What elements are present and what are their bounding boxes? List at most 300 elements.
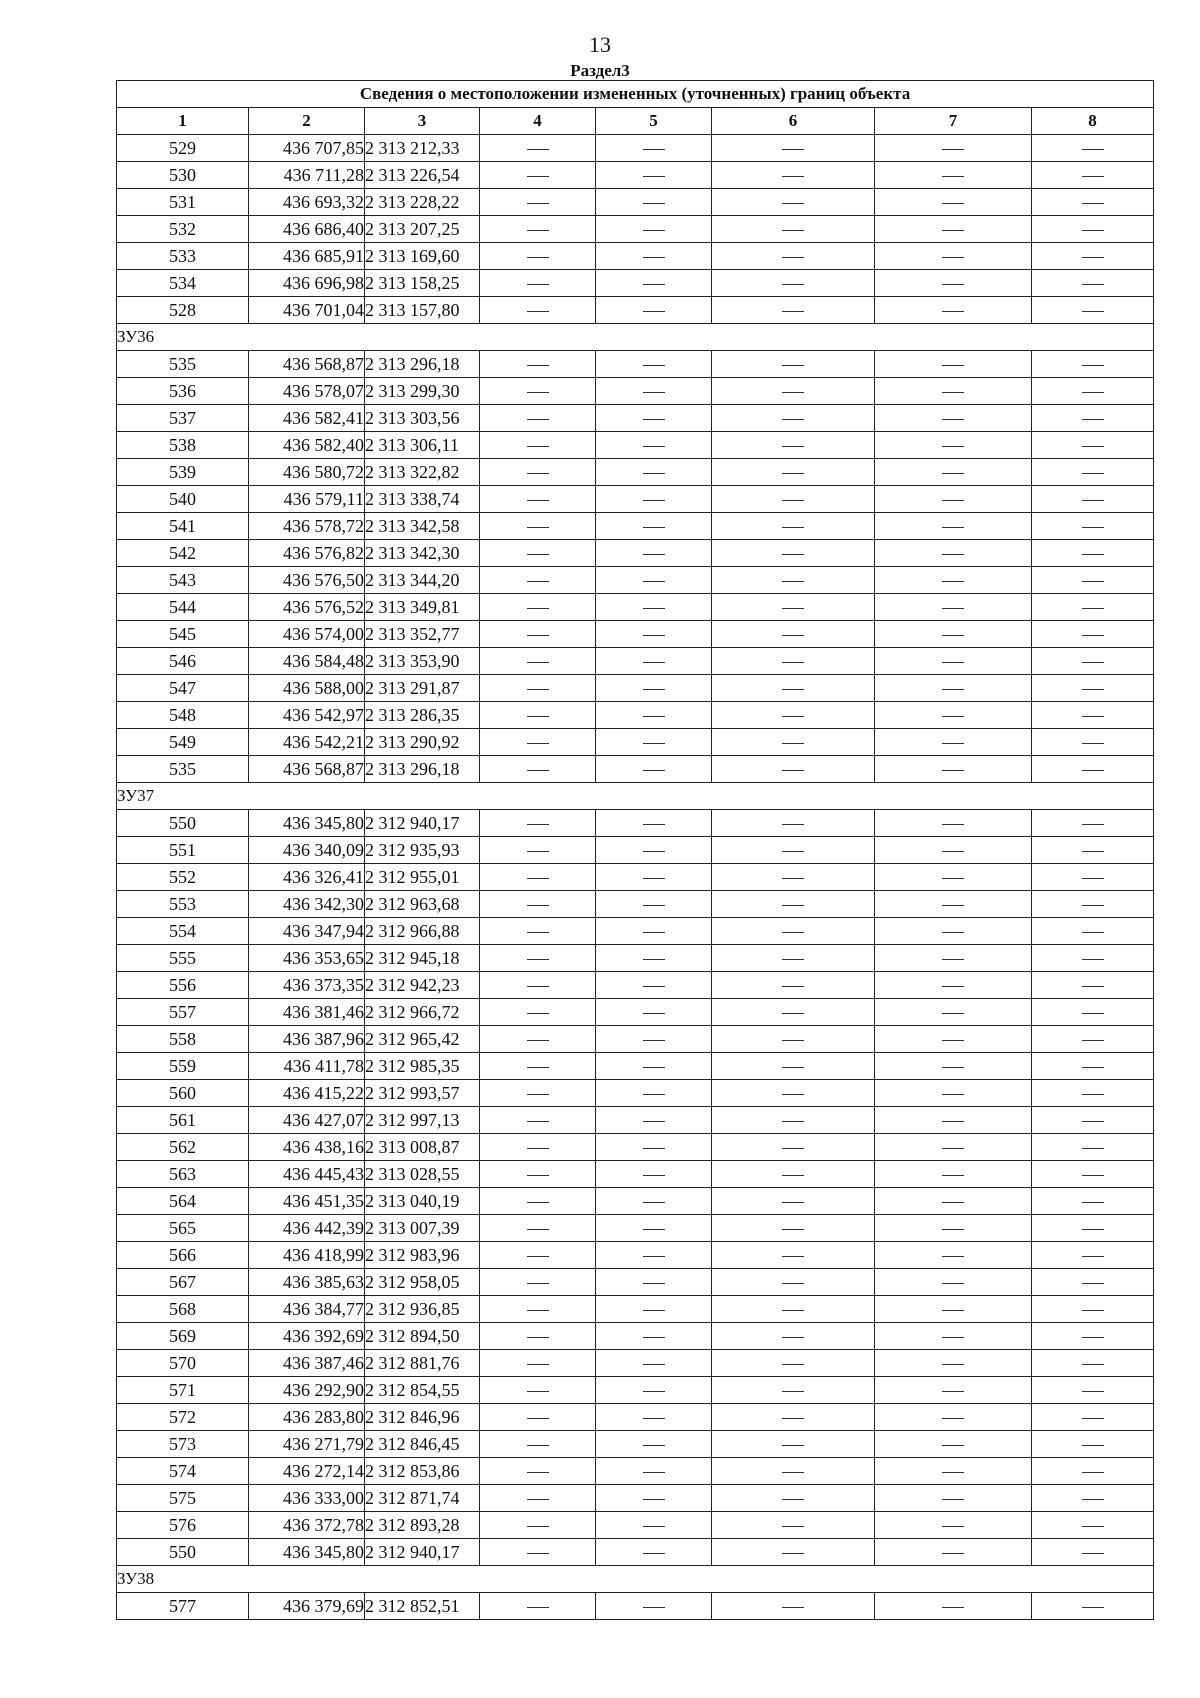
empty-value-cell (712, 162, 875, 189)
table-row (117, 1431, 1154, 1458)
empty-dash (942, 1013, 964, 1014)
point-number-cell: 547 (117, 675, 249, 702)
empty-dash (1082, 581, 1104, 582)
empty-value-cell (480, 918, 596, 945)
column-header: 5 (596, 108, 712, 135)
empty-dash (643, 1472, 665, 1473)
empty-dash (942, 311, 964, 312)
y-coordinate-cell: 2 312 955,01 (365, 864, 480, 891)
point-number-cell: 554 (117, 918, 249, 945)
y-coordinate-cell: 2 313 299,30 (365, 378, 480, 405)
empty-dash (1082, 257, 1104, 258)
empty-value-cell (596, 162, 712, 189)
x-coordinate-cell: 436 568,87 (249, 351, 365, 378)
x-coordinate-cell: 436 451,35 (249, 1188, 365, 1215)
empty-dash (942, 635, 964, 636)
empty-value-cell (1032, 594, 1154, 621)
empty-value-cell (875, 1431, 1032, 1458)
empty-dash (1082, 716, 1104, 717)
empty-value-cell (712, 729, 875, 756)
table-row (117, 1458, 1154, 1485)
empty-dash (782, 284, 804, 285)
column-header: 3 (365, 108, 480, 135)
coordinates-table (116, 80, 1154, 1620)
empty-dash (527, 419, 549, 420)
empty-value-cell (596, 216, 712, 243)
empty-dash (643, 581, 665, 582)
empty-value-cell (875, 405, 1032, 432)
empty-value-cell (875, 162, 1032, 189)
empty-value-cell (596, 702, 712, 729)
empty-value-cell (1032, 945, 1154, 972)
y-coordinate-cell: 2 313 342,30 (365, 540, 480, 567)
empty-dash (643, 149, 665, 150)
empty-value-cell (712, 1296, 875, 1323)
empty-value-cell (480, 1350, 596, 1377)
empty-dash (782, 311, 804, 312)
empty-dash (782, 203, 804, 204)
empty-dash (782, 689, 804, 690)
table-row (117, 1269, 1154, 1296)
empty-value-cell (875, 1539, 1032, 1566)
point-number-cell: 548 (117, 702, 249, 729)
point-number-cell: 563 (117, 1161, 249, 1188)
page-number: 13 (589, 32, 611, 57)
empty-value-cell (1032, 270, 1154, 297)
empty-dash (643, 743, 665, 744)
empty-dash (782, 1553, 804, 1554)
y-coordinate-cell: 2 313 212,33 (365, 135, 480, 162)
empty-value-cell (1032, 1377, 1154, 1404)
empty-value-cell (480, 1512, 596, 1539)
empty-dash (643, 1391, 665, 1392)
point-number-cell: 536 (117, 378, 249, 405)
empty-dash (643, 1256, 665, 1257)
point-number-cell: 531 (117, 189, 249, 216)
x-coordinate-cell: 436 381,46 (249, 999, 365, 1026)
empty-value-cell (480, 351, 596, 378)
empty-dash (527, 1148, 549, 1149)
table-row (117, 540, 1154, 567)
empty-value-cell (712, 1242, 875, 1269)
table-row (117, 1134, 1154, 1161)
table-row (117, 972, 1154, 999)
empty-value-cell (1032, 1188, 1154, 1215)
empty-dash (942, 1283, 964, 1284)
empty-value-cell (480, 405, 596, 432)
y-coordinate-cell: 2 313 157,80 (365, 297, 480, 324)
y-coordinate-cell: 2 313 007,39 (365, 1215, 480, 1242)
empty-value-cell (480, 540, 596, 567)
point-number-cell: 532 (117, 216, 249, 243)
empty-dash (1082, 1526, 1104, 1527)
empty-dash (782, 176, 804, 177)
empty-dash (942, 419, 964, 420)
empty-dash (1082, 959, 1104, 960)
empty-dash (942, 851, 964, 852)
empty-value-cell (596, 675, 712, 702)
empty-value-cell (596, 756, 712, 783)
empty-value-cell (1032, 1512, 1154, 1539)
table-row (117, 891, 1154, 918)
empty-value-cell (1032, 1107, 1154, 1134)
empty-dash (1082, 1418, 1104, 1419)
table-row (117, 945, 1154, 972)
empty-value-cell (712, 135, 875, 162)
empty-value-cell (875, 297, 1032, 324)
y-coordinate-cell: 2 313 008,87 (365, 1134, 480, 1161)
empty-value-cell (875, 189, 1032, 216)
empty-value-cell (875, 459, 1032, 486)
empty-dash (942, 770, 964, 771)
y-coordinate-cell: 2 312 871,74 (365, 1485, 480, 1512)
empty-value-cell (596, 1593, 712, 1620)
empty-dash (643, 1067, 665, 1068)
empty-value-cell (1032, 540, 1154, 567)
empty-dash (527, 149, 549, 150)
empty-dash (782, 230, 804, 231)
empty-value-cell (1032, 1242, 1154, 1269)
empty-value-cell (1032, 1458, 1154, 1485)
empty-dash (1082, 1310, 1104, 1311)
empty-dash (527, 1553, 549, 1554)
empty-value-cell (596, 1431, 712, 1458)
empty-dash (1082, 689, 1104, 690)
empty-dash (782, 851, 804, 852)
empty-dash (643, 1202, 665, 1203)
y-coordinate-cell: 2 313 290,92 (365, 729, 480, 756)
empty-dash (643, 851, 665, 852)
table-row (117, 675, 1154, 702)
empty-value-cell (1032, 486, 1154, 513)
x-coordinate-cell: 436 333,00 (249, 1485, 365, 1512)
x-coordinate-cell: 436 379,69 (249, 1593, 365, 1620)
empty-dash (782, 1067, 804, 1068)
empty-value-cell (712, 999, 875, 1026)
empty-dash (782, 1364, 804, 1365)
empty-dash (1082, 446, 1104, 447)
empty-dash (782, 1229, 804, 1230)
empty-dash (527, 662, 549, 663)
empty-dash (643, 878, 665, 879)
empty-value-cell (596, 567, 712, 594)
table-row (117, 621, 1154, 648)
empty-dash (1082, 905, 1104, 906)
empty-value-cell (712, 378, 875, 405)
empty-dash (782, 1499, 804, 1500)
y-coordinate-cell: 2 312 893,28 (365, 1512, 480, 1539)
empty-dash (643, 608, 665, 609)
empty-dash (782, 527, 804, 528)
empty-value-cell (1032, 1080, 1154, 1107)
table-row (117, 513, 1154, 540)
empty-value-cell (480, 1161, 596, 1188)
table-row (117, 810, 1154, 837)
empty-value-cell (1032, 810, 1154, 837)
empty-dash (782, 500, 804, 501)
empty-dash (782, 1445, 804, 1446)
x-coordinate-cell: 436 685,91 (249, 243, 365, 270)
empty-dash (527, 1013, 549, 1014)
y-coordinate-cell: 2 312 940,17 (365, 810, 480, 837)
empty-dash (643, 1013, 665, 1014)
column-header: 1 (117, 108, 249, 135)
point-number-cell: 534 (117, 270, 249, 297)
empty-value-cell (712, 891, 875, 918)
empty-value-cell (712, 837, 875, 864)
empty-dash (1082, 365, 1104, 366)
empty-dash (1082, 743, 1104, 744)
y-coordinate-cell: 2 312 997,13 (365, 1107, 480, 1134)
x-coordinate-cell: 436 693,32 (249, 189, 365, 216)
empty-value-cell (596, 405, 712, 432)
y-coordinate-cell: 2 313 338,74 (365, 486, 480, 513)
empty-dash (527, 824, 549, 825)
y-coordinate-cell: 2 312 854,55 (365, 1377, 480, 1404)
table-row (117, 378, 1154, 405)
empty-value-cell (875, 135, 1032, 162)
empty-value-cell (1032, 1269, 1154, 1296)
y-coordinate-cell: 2 313 028,55 (365, 1161, 480, 1188)
empty-dash (527, 608, 549, 609)
empty-value-cell (1032, 1350, 1154, 1377)
empty-dash (942, 878, 964, 879)
empty-dash (1082, 1256, 1104, 1257)
table-row (117, 243, 1154, 270)
empty-dash (527, 1445, 549, 1446)
empty-value-cell (480, 567, 596, 594)
x-coordinate-cell: 436 701,04 (249, 297, 365, 324)
y-coordinate-cell: 2 312 983,96 (365, 1242, 480, 1269)
empty-value-cell (480, 756, 596, 783)
empty-value-cell (480, 1215, 596, 1242)
empty-dash (942, 689, 964, 690)
empty-dash (1082, 932, 1104, 933)
empty-dash (942, 149, 964, 150)
empty-dash (942, 1094, 964, 1095)
empty-value-cell (480, 594, 596, 621)
empty-value-cell (480, 864, 596, 891)
empty-dash (527, 932, 549, 933)
empty-dash (527, 878, 549, 879)
x-coordinate-cell: 436 342,30 (249, 891, 365, 918)
y-coordinate-cell: 2 313 352,77 (365, 621, 480, 648)
empty-dash (527, 473, 549, 474)
table-row (117, 1350, 1154, 1377)
empty-value-cell (875, 1215, 1032, 1242)
empty-dash (1082, 1202, 1104, 1203)
empty-dash (643, 1283, 665, 1284)
empty-value-cell (1032, 1323, 1154, 1350)
empty-value-cell (1032, 243, 1154, 270)
x-coordinate-cell: 436 542,21 (249, 729, 365, 756)
x-coordinate-cell: 436 588,00 (249, 675, 365, 702)
empty-value-cell (712, 1404, 875, 1431)
empty-value-cell (712, 1188, 875, 1215)
empty-value-cell (596, 297, 712, 324)
empty-dash (942, 1607, 964, 1608)
x-coordinate-cell: 436 385,63 (249, 1269, 365, 1296)
empty-dash (782, 392, 804, 393)
empty-dash (643, 689, 665, 690)
empty-dash (782, 1148, 804, 1149)
point-number-cell: 533 (117, 243, 249, 270)
empty-value-cell (596, 513, 712, 540)
point-number-cell: 544 (117, 594, 249, 621)
empty-dash (782, 1040, 804, 1041)
empty-dash (643, 1148, 665, 1149)
column-header: 6 (712, 108, 875, 135)
empty-value-cell (596, 1323, 712, 1350)
table-row (117, 999, 1154, 1026)
empty-value-cell (596, 1188, 712, 1215)
y-coordinate-cell: 2 312 965,42 (365, 1026, 480, 1053)
empty-dash (643, 365, 665, 366)
empty-dash (782, 662, 804, 663)
empty-value-cell (1032, 459, 1154, 486)
point-number-cell: 543 (117, 567, 249, 594)
empty-dash (1082, 1175, 1104, 1176)
empty-dash (782, 770, 804, 771)
point-number-cell: 550 (117, 810, 249, 837)
table-header-row (117, 108, 1154, 135)
empty-dash (1082, 392, 1104, 393)
empty-dash (782, 1094, 804, 1095)
y-coordinate-cell: 2 312 945,18 (365, 945, 480, 972)
empty-value-cell (875, 1269, 1032, 1296)
table-row (117, 1377, 1154, 1404)
empty-value-cell (875, 486, 1032, 513)
empty-value-cell (596, 1485, 712, 1512)
table-row (117, 1053, 1154, 1080)
point-number-cell: 573 (117, 1431, 249, 1458)
empty-value-cell (596, 810, 712, 837)
empty-dash (942, 932, 964, 933)
empty-dash (643, 959, 665, 960)
empty-dash (1082, 608, 1104, 609)
table-row (117, 1215, 1154, 1242)
empty-dash (527, 1499, 549, 1500)
empty-value-cell (875, 1134, 1032, 1161)
empty-value-cell (480, 972, 596, 999)
empty-dash (1082, 1121, 1104, 1122)
empty-dash (527, 905, 549, 906)
table-row (117, 1404, 1154, 1431)
empty-value-cell (480, 729, 596, 756)
empty-dash (1082, 500, 1104, 501)
x-coordinate-cell: 436 384,77 (249, 1296, 365, 1323)
x-coordinate-cell: 436 542,97 (249, 702, 365, 729)
empty-dash (643, 284, 665, 285)
table-row (117, 567, 1154, 594)
empty-value-cell (712, 270, 875, 297)
y-coordinate-cell: 2 313 040,19 (365, 1188, 480, 1215)
y-coordinate-cell: 2 312 846,45 (365, 1431, 480, 1458)
y-coordinate-cell: 2 313 322,82 (365, 459, 480, 486)
group-label: ЗУ37 (117, 783, 1154, 810)
empty-dash (643, 1418, 665, 1419)
empty-value-cell (712, 486, 875, 513)
y-coordinate-cell: 2 313 342,58 (365, 513, 480, 540)
empty-value-cell (875, 594, 1032, 621)
empty-dash (782, 824, 804, 825)
empty-dash (643, 1040, 665, 1041)
empty-dash (782, 1337, 804, 1338)
empty-value-cell (875, 1053, 1032, 1080)
empty-value-cell (596, 540, 712, 567)
empty-dash (942, 1148, 964, 1149)
empty-dash (527, 230, 549, 231)
empty-value-cell (1032, 1593, 1154, 1620)
x-coordinate-cell: 436 392,69 (249, 1323, 365, 1350)
empty-dash (1082, 419, 1104, 420)
empty-value-cell (480, 189, 596, 216)
x-coordinate-cell: 436 418,99 (249, 1242, 365, 1269)
empty-dash (782, 1121, 804, 1122)
point-number-cell: 537 (117, 405, 249, 432)
empty-value-cell (596, 1269, 712, 1296)
table-row (117, 1323, 1154, 1350)
empty-value-cell (875, 1350, 1032, 1377)
point-number-cell: 571 (117, 1377, 249, 1404)
empty-value-cell (1032, 1161, 1154, 1188)
empty-dash (782, 1418, 804, 1419)
y-coordinate-cell: 2 313 353,90 (365, 648, 480, 675)
empty-value-cell (875, 1485, 1032, 1512)
empty-value-cell (1032, 729, 1154, 756)
empty-dash (527, 689, 549, 690)
empty-dash (942, 1229, 964, 1230)
empty-dash (643, 824, 665, 825)
x-coordinate-cell: 436 576,82 (249, 540, 365, 567)
empty-dash (643, 1094, 665, 1095)
empty-dash (942, 554, 964, 555)
empty-value-cell (1032, 1431, 1154, 1458)
empty-dash (527, 446, 549, 447)
table-row (117, 486, 1154, 513)
empty-value-cell (480, 675, 596, 702)
table-row (117, 1539, 1154, 1566)
empty-value-cell (712, 1350, 875, 1377)
empty-dash (942, 527, 964, 528)
empty-dash (527, 770, 549, 771)
table-row (117, 162, 1154, 189)
point-number-cell: 556 (117, 972, 249, 999)
empty-value-cell (875, 891, 1032, 918)
empty-dash (527, 986, 549, 987)
empty-value-cell (1032, 378, 1154, 405)
x-coordinate-cell: 436 271,79 (249, 1431, 365, 1458)
empty-value-cell (1032, 297, 1154, 324)
empty-value-cell (480, 702, 596, 729)
x-coordinate-cell: 436 442,39 (249, 1215, 365, 1242)
empty-dash (527, 365, 549, 366)
empty-value-cell (712, 189, 875, 216)
empty-value-cell (875, 972, 1032, 999)
empty-dash (527, 1526, 549, 1527)
point-number-cell: 577 (117, 1593, 249, 1620)
point-number-cell: 540 (117, 486, 249, 513)
empty-value-cell (1032, 837, 1154, 864)
empty-dash (942, 203, 964, 204)
empty-value-cell (596, 1242, 712, 1269)
empty-value-cell (596, 270, 712, 297)
empty-dash (1082, 1364, 1104, 1365)
empty-dash (643, 1337, 665, 1338)
point-number-cell: 528 (117, 297, 249, 324)
empty-value-cell (875, 1404, 1032, 1431)
point-number-cell: 539 (117, 459, 249, 486)
